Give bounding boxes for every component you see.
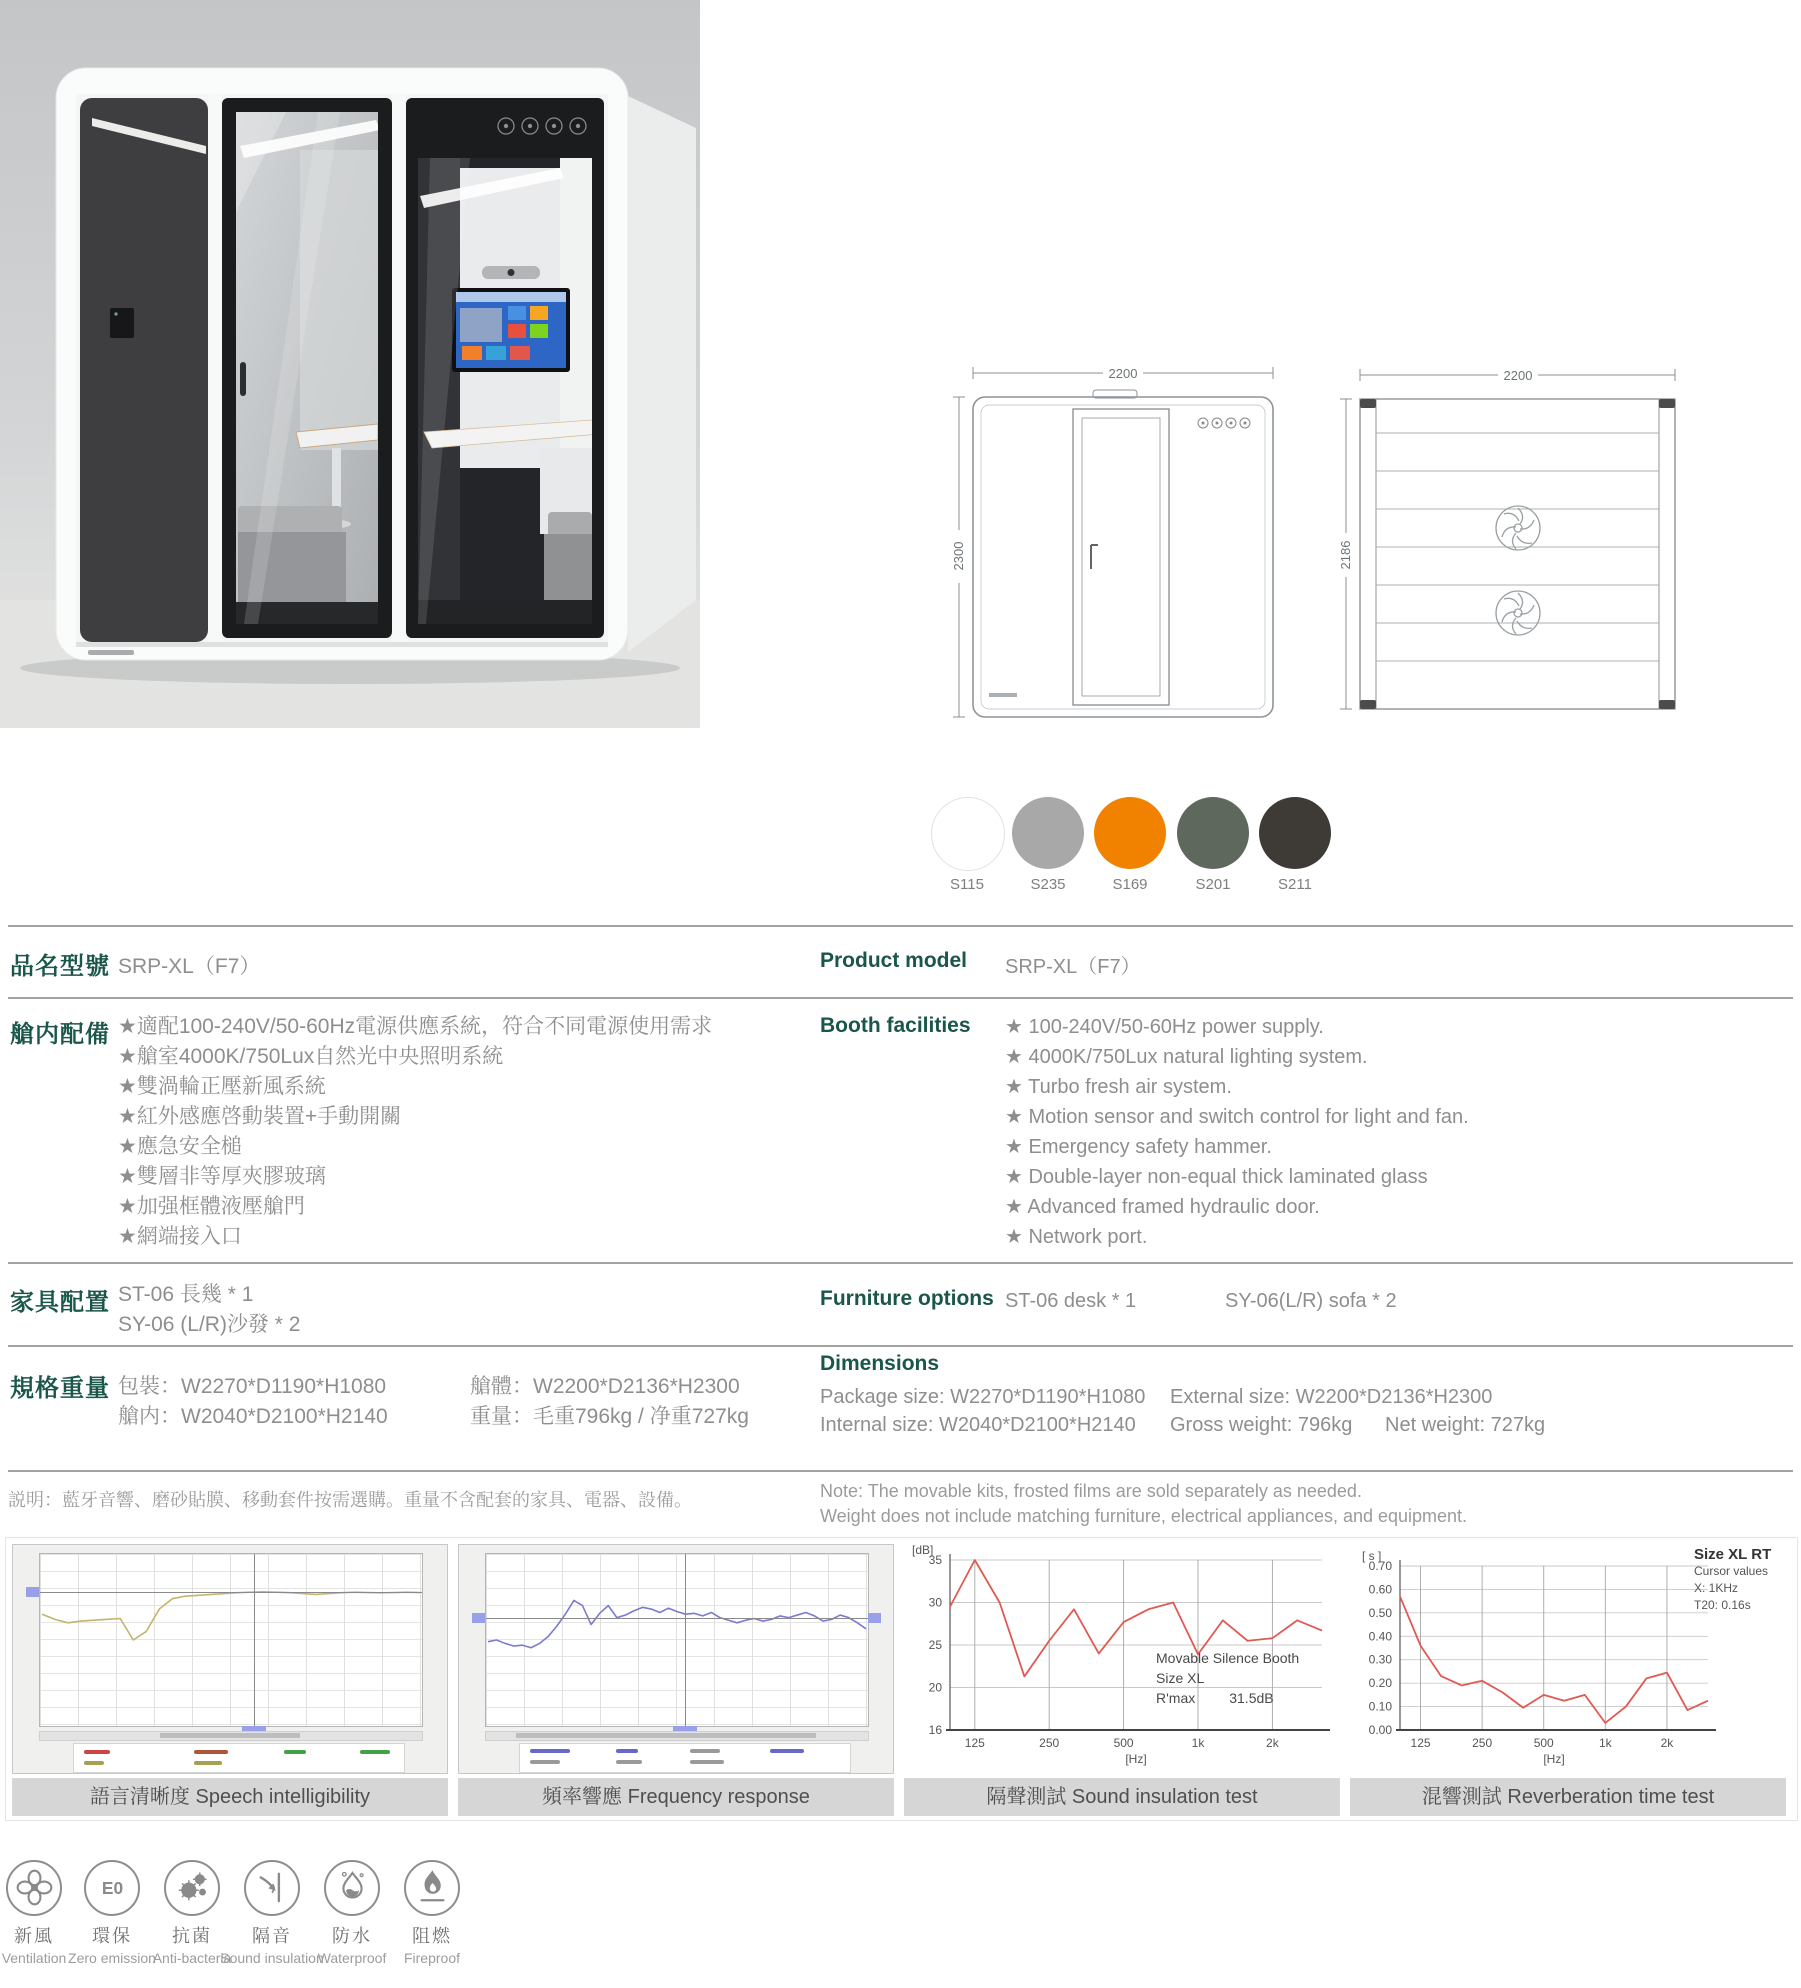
response-curve bbox=[486, 1554, 868, 1726]
product-photo bbox=[0, 0, 700, 728]
facilities-en-list bbox=[1005, 1012, 1469, 1252]
dimension-lines bbox=[1340, 369, 1675, 709]
color-swatch-s211 bbox=[1259, 797, 1331, 869]
svg-text:0.60: 0.60 bbox=[1368, 1582, 1392, 1597]
color-swatch-s235 bbox=[1012, 797, 1084, 869]
scrollbar[interactable] bbox=[485, 1731, 869, 1741]
chart-caption: 隔聲測試 Sound insulation test bbox=[904, 1778, 1340, 1816]
door-outline bbox=[1073, 409, 1169, 705]
dim-en-package: Package size: W2270*D1190*H1080 bbox=[820, 1386, 1146, 1408]
svg-text:1k: 1k bbox=[1191, 1736, 1205, 1750]
note-en-line2: Weight does not include matching furniture, electrical appliances, and equipment. bbox=[820, 1506, 1468, 1526]
swatch-label: S115 bbox=[950, 876, 984, 893]
facility-item: ★雙層非等厚夾膠玻璃 bbox=[118, 1165, 326, 1188]
svg-text:0.10: 0.10 bbox=[1368, 1699, 1392, 1714]
sti-curve bbox=[40, 1554, 422, 1726]
swatch-label: S211 bbox=[1278, 876, 1312, 893]
svg-text:[Hz]: [Hz] bbox=[1543, 1752, 1565, 1766]
booth-right-panel bbox=[406, 98, 604, 638]
scrollbar[interactable] bbox=[39, 1731, 423, 1741]
tv-screen bbox=[452, 288, 570, 372]
eco-icon-zero-emission: E0 環保 Zero emission bbox=[57, 1860, 167, 1966]
waterproof-icon bbox=[324, 1860, 380, 1916]
dim-zh-package: 包裝：W2270*D1190*H1080 bbox=[118, 1375, 387, 1398]
svg-text:500: 500 bbox=[1113, 1736, 1134, 1750]
model-en-value: SRP-XL（F7） bbox=[1005, 956, 1141, 978]
exhaust-fans bbox=[1496, 506, 1540, 635]
furniture-zh-list bbox=[118, 1280, 300, 1340]
cursor-line bbox=[40, 1592, 422, 1593]
dimensions-zh-label: 規格重量 bbox=[10, 1375, 110, 1402]
facility-item: ★適配100-240V/50-60Hz電源供應系統，符合不同電源使用需求 bbox=[118, 1015, 713, 1038]
svg-text:250: 250 bbox=[1039, 1736, 1060, 1750]
facility-item: ★ Emergency safety hammer. bbox=[1005, 1136, 1272, 1158]
chart-legend bbox=[73, 1743, 405, 1773]
facility-item: ★艙室4000K/750Lux自然光中央照明系統 bbox=[118, 1045, 504, 1068]
model-zh-value: SRP-XL（F7） bbox=[118, 955, 261, 978]
svg-text:1k: 1k bbox=[1598, 1736, 1612, 1750]
front-height-dimension: 2300 bbox=[951, 541, 966, 571]
svg-text:30: 30 bbox=[928, 1595, 942, 1610]
door-handle bbox=[1091, 545, 1098, 569]
frequency-response-chart bbox=[458, 1544, 894, 1808]
svg-text:0.40: 0.40 bbox=[1368, 1629, 1392, 1644]
corner-caps bbox=[1360, 399, 1675, 709]
panel-slats bbox=[1376, 433, 1659, 661]
chart-caption: 語言清晰度 Speech intelligibility bbox=[12, 1778, 448, 1816]
swatch-label: S169 bbox=[1112, 876, 1148, 893]
dimension-lines bbox=[953, 367, 1273, 717]
charts-band bbox=[5, 1537, 1798, 1821]
booth-glass-door bbox=[222, 98, 392, 638]
anti-bacteria-icon bbox=[164, 1860, 220, 1916]
sofa-cushion bbox=[238, 506, 342, 536]
dim-en-external: External size: W2200*D2136*H2300 bbox=[1170, 1386, 1493, 1408]
furniture-zh-label: 家具配置 bbox=[10, 1289, 110, 1316]
zero-emission-icon bbox=[84, 1860, 140, 1916]
door-handle bbox=[240, 362, 246, 396]
svg-text:35: 35 bbox=[928, 1553, 942, 1567]
drawing-logo bbox=[989, 693, 1017, 697]
back-width-dimension: 2200 bbox=[1503, 368, 1533, 383]
facility-item: ★ Turbo fresh air system. bbox=[1005, 1076, 1232, 1098]
cursor-line bbox=[486, 1618, 868, 1619]
note-zh: 説明：藍牙音響、磨砂貼膜、移動套件按需選購。重量不含配套的家具、電器、設備。 bbox=[8, 1490, 692, 1510]
front-width-dimension: 2200 bbox=[1108, 366, 1138, 381]
facilities-en-label: Booth facilities bbox=[820, 1014, 971, 1037]
eco-icon-fireproof: 阻燃 Fireproof bbox=[377, 1860, 487, 1966]
facility-item: ★ Double-layer non-equal thick laminated glass bbox=[1005, 1166, 1428, 1188]
chart-legend bbox=[519, 1743, 851, 1773]
facility-item: ★紅外感應啓動裝置+手動開關 bbox=[118, 1105, 402, 1128]
svg-text:E0: E0 bbox=[101, 1877, 123, 1898]
eco-icon-waterproof: 防水 Waterproof bbox=[297, 1860, 407, 1966]
eco-icon-anti-bacteria: 抗菌 Anti-bacteria bbox=[137, 1860, 247, 1966]
facility-item: ★網端接入口 bbox=[118, 1225, 242, 1248]
control-panel bbox=[110, 308, 134, 338]
svg-text:2k: 2k bbox=[1266, 1736, 1279, 1750]
facility-item: ★ Network port. bbox=[1005, 1226, 1148, 1248]
svg-text:125: 125 bbox=[1410, 1736, 1431, 1750]
svg-text:250: 250 bbox=[1472, 1736, 1493, 1750]
swatch-label: S235 bbox=[1030, 876, 1066, 893]
facilities-zh-list bbox=[118, 1012, 712, 1252]
svg-text:[dB]: [dB] bbox=[912, 1544, 934, 1557]
cursor-line bbox=[254, 1554, 255, 1726]
control-icons-drawing bbox=[1198, 418, 1250, 428]
plot-area bbox=[485, 1553, 869, 1727]
facility-item: ★雙渦輪正壓新風系統 bbox=[118, 1075, 326, 1098]
svg-text:16: 16 bbox=[928, 1723, 942, 1737]
svg-text:20: 20 bbox=[928, 1680, 942, 1695]
sound-insulation-icon bbox=[244, 1860, 300, 1916]
speech-intelligibility-chart bbox=[12, 1544, 448, 1808]
facility-item: ★ Motion sensor and switch control for light and fan. bbox=[1005, 1106, 1469, 1128]
back-height-dimension: 2186 bbox=[1338, 540, 1353, 570]
ventilation-fan-icon bbox=[6, 1860, 62, 1916]
svg-text:0.30: 0.30 bbox=[1368, 1652, 1392, 1667]
divider bbox=[8, 1262, 1793, 1264]
svg-text:125: 125 bbox=[964, 1736, 985, 1750]
carpet bbox=[418, 600, 592, 624]
svg-text:500: 500 bbox=[1533, 1736, 1554, 1750]
facility-item: ★應急安全槌 bbox=[118, 1135, 242, 1158]
booth-left-panel bbox=[80, 98, 208, 642]
booth-side-face bbox=[628, 96, 696, 652]
plot-area bbox=[39, 1553, 423, 1727]
svg-text:0.20: 0.20 bbox=[1368, 1676, 1392, 1691]
facilities-zh-label: 艙内配備 bbox=[10, 1021, 110, 1048]
front-view-drawing bbox=[945, 355, 1290, 735]
facility-item: ★加强框體液壓艙門 bbox=[118, 1195, 305, 1218]
back-view-drawing bbox=[1330, 355, 1695, 735]
svg-text:[ s ]: [ s ] bbox=[1362, 1549, 1382, 1563]
dimensions-en-label: Dimensions bbox=[820, 1352, 940, 1375]
sound-insulation-chart bbox=[904, 1544, 1340, 1808]
divider bbox=[8, 1345, 1793, 1347]
reverberation-chart bbox=[1350, 1544, 1786, 1808]
color-swatch-s169 bbox=[1094, 797, 1166, 869]
facility-item: ★ 100-240V/50-60Hz power supply. bbox=[1005, 1016, 1324, 1038]
chart-caption: 頻率響應 Frequency response bbox=[458, 1778, 894, 1816]
divider bbox=[8, 1470, 1793, 1472]
facility-item: ★ 4000K/750Lux natural lighting system. bbox=[1005, 1046, 1368, 1068]
svg-text:25: 25 bbox=[928, 1638, 942, 1652]
cursor-line bbox=[685, 1554, 686, 1726]
svg-text:0.00: 0.00 bbox=[1368, 1723, 1392, 1737]
color-swatch-s201 bbox=[1177, 797, 1249, 869]
dim-zh-weight: 重量：毛重796kg / 净重727kg bbox=[470, 1405, 749, 1428]
model-en-label: Product model bbox=[820, 949, 968, 972]
note-en-line1: Note: The movable kits, frosted films are sold separately as needed. bbox=[820, 1481, 1362, 1501]
brand-logo bbox=[88, 650, 134, 655]
svg-text:[Hz]: [Hz] bbox=[1125, 1752, 1147, 1766]
chart-annotation: Movable Silence Booth Size XL R'max 31.5dB bbox=[1156, 1650, 1300, 1706]
furniture-item: SY-06 (L/R)沙發 * 2 bbox=[118, 1313, 301, 1336]
eco-icon-ventilation: 新風 Ventilation bbox=[0, 1860, 89, 1966]
dim-zh-internal: 艙内：W2040*D2100*H2140 bbox=[118, 1405, 388, 1428]
svg-text:0.70: 0.70 bbox=[1368, 1559, 1392, 1573]
dim-en-net-weight: Net weight: 727kg bbox=[1385, 1414, 1546, 1436]
svg-text:0.50: 0.50 bbox=[1368, 1605, 1392, 1620]
svg-text:2k: 2k bbox=[1660, 1736, 1674, 1750]
divider bbox=[8, 997, 1793, 999]
model-zh-label: 品名型號 bbox=[10, 953, 110, 980]
furniture-item: ST-06 長幾 * 1 bbox=[118, 1283, 254, 1306]
chart-legend: Size XL RT Cursor values X: 1KHz T20: 0.16s bbox=[1694, 1546, 1772, 1612]
dim-zh-external: 艙體：W2200*D2136*H2300 bbox=[470, 1375, 740, 1398]
swatch-label: S201 bbox=[1195, 876, 1231, 893]
furniture-en-item1: ST-06 desk * 1 bbox=[1005, 1290, 1137, 1312]
dim-en-gross-weight: Gross weight: 796kg bbox=[1170, 1414, 1353, 1436]
color-swatch-s115 bbox=[931, 797, 1005, 871]
eco-icon-sound-insulation: 隔音 Sound insulation bbox=[217, 1860, 327, 1966]
furniture-en-item2: SY-06(L/R) sofa * 2 bbox=[1225, 1290, 1397, 1312]
furniture-en-label: Furniture options bbox=[820, 1287, 994, 1310]
facility-item: ★ Advanced framed hydraulic door. bbox=[1005, 1196, 1320, 1218]
dim-en-internal: Internal size: W2040*D2100*H2140 bbox=[820, 1414, 1136, 1436]
fireproof-icon bbox=[404, 1860, 460, 1916]
divider bbox=[8, 925, 1793, 927]
chart-caption: 混響測試 Reverberation time test bbox=[1350, 1778, 1786, 1816]
